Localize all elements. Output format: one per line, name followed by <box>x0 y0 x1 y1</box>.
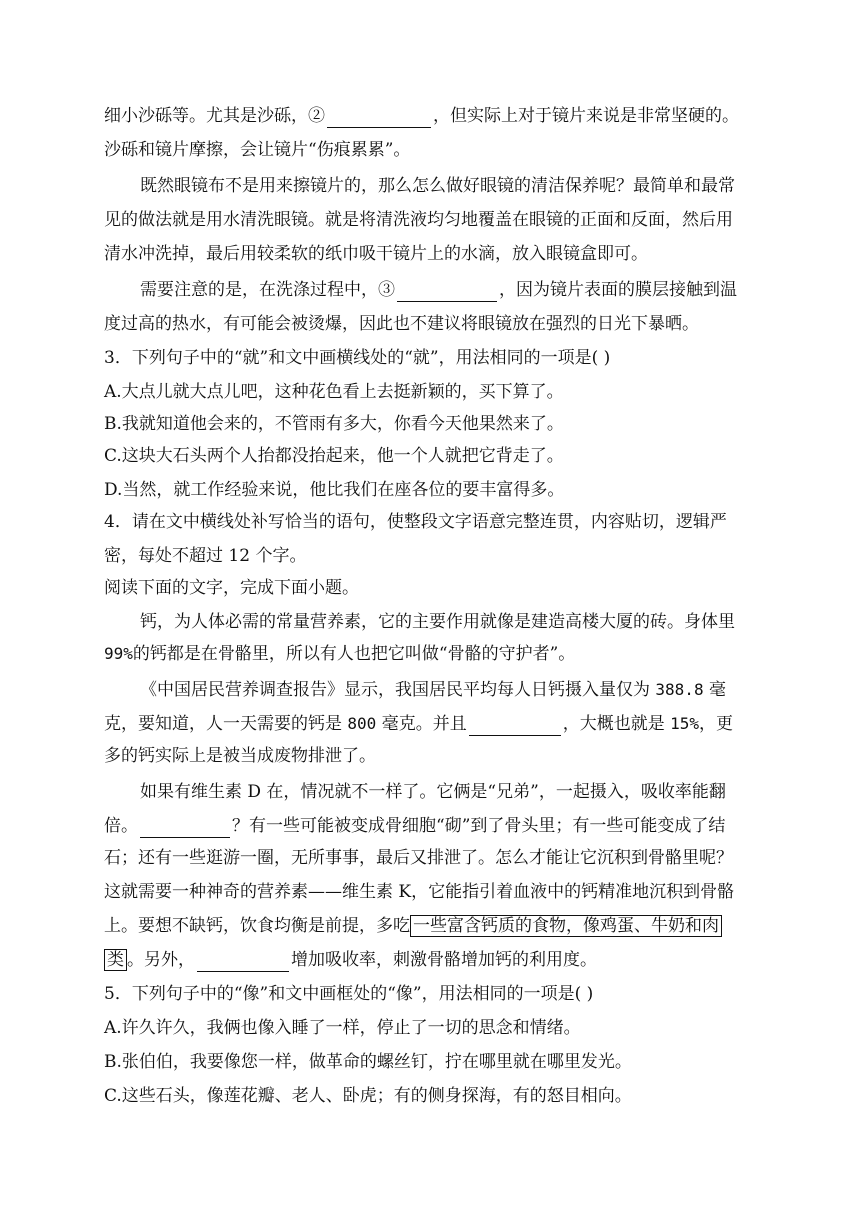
passage-line <box>140 278 756 302</box>
text-span: 需要注意的是，在洗涤过程中， <box>140 280 378 300</box>
passage-line: 既然眼镜布不是用来擦镜片的，那么怎么做好眼镜的清洁保养呢？最简单和最常 <box>140 176 735 196</box>
question-3-option-a[interactable]: A.大点儿就大点儿吧，这种花色看上去挺新颖的，买下算了。 <box>104 382 564 402</box>
blank-marker-3: ③ <box>378 280 395 300</box>
number-value: 800 <box>347 714 377 733</box>
text-span: ，因为镜片表面的膜层接触到温 <box>499 280 737 300</box>
passage-line <box>104 914 756 938</box>
text-span: ？有一些可能被变成骨细胞“砌”到了骨头里；有一些可能变成了结 <box>232 816 726 836</box>
passage-line: 清水冲洗掉，最后用较柔软的纸巾吸干镜片上的水滴，放入眼镜盒即可。 <box>104 244 648 264</box>
text-span: 克，要知道，人一天需要的钙是 <box>104 714 348 734</box>
passage-line: 石；还有一些逛游一圈，无所事事，最后又排泄了。怎么才能让它沉积到骨骼里呢？ <box>104 848 733 868</box>
passage-line: 如果有维生素 D 在，情况就不一样了。它俩是“兄弟”，一起摄入，吸收率能翻 <box>140 782 726 802</box>
passage-line <box>104 948 756 972</box>
passage-line: 这就需要一种神奇的营养素——维生素 K，它能指引着血液中的钙精准地沉积到骨骼 <box>104 882 735 902</box>
text-span: 增加吸收率，刺激骨骼增加钙的利用度。 <box>291 950 597 970</box>
text-span: 毫克。并且 <box>376 714 467 734</box>
passage-line: 多的钙实际上是被当成废物排泄了。 <box>104 746 376 766</box>
passage-line: 见的做法就是用水清洗眼镜。就是将清洗液均匀地覆盖在眼镜的正面和反面，然后用 <box>104 210 733 230</box>
text-span: ，更 <box>699 714 734 734</box>
text-span: ，但实际上对于镜片来说是非常坚硬的。 <box>433 106 739 126</box>
blank-marker-2: ② <box>308 106 325 126</box>
percent-value: 15% <box>670 714 700 733</box>
text-span: 《中国居民营养调查报告》显示，我国居民平均每人日钙摄入量仅为 <box>140 680 656 700</box>
question-3-stem: 3．下列句子中的“就”和文中画横线处的“就”，用法相同的一项是( ) <box>104 348 611 368</box>
passage-line: 钙，为人体必需的常量营养素，它的主要作用就像是建造高楼大厦的砖。身体里 <box>140 612 735 632</box>
passage-line <box>104 642 756 666</box>
answer-blank-3[interactable] <box>397 283 497 302</box>
boxed-phrase: 一些富含钙质的食物，像鸡蛋、牛奶和肉 <box>410 915 722 937</box>
boxed-phrase: 类 <box>104 949 127 971</box>
text-span: 的钙都是在骨骼里，所以有人也把它叫做“骨骼的守护者”。 <box>132 644 576 664</box>
text-span: 。另外， <box>127 950 195 970</box>
answer-blank[interactable] <box>469 717 561 736</box>
text-span: 倍。 <box>104 816 138 836</box>
passage-line: 度过高的热水，有可能会被烫爆，因此也不建议将眼镜放在强烈的日光下暴晒。 <box>104 314 699 334</box>
answer-blank[interactable] <box>197 953 289 972</box>
passage-line: 沙砾和镜片摩擦，会让镜片“伤痕累累”。 <box>104 140 411 160</box>
answer-blank[interactable] <box>140 819 230 838</box>
answer-blank-2[interactable] <box>327 109 431 128</box>
passage-line <box>104 814 756 838</box>
passage-line <box>140 678 756 702</box>
passage-line <box>104 712 756 736</box>
question-5-option-a[interactable]: A.许久许久，我俩也像入睡了一样，停止了一切的思念和情绪。 <box>104 1018 581 1038</box>
text-span: ，大概也就是 <box>562 714 671 734</box>
percent-value: 99% <box>104 644 133 663</box>
question-5-stem: 5．下列句子中的“像”和文中画框处的“像”，用法相同的一项是( ) <box>104 984 594 1004</box>
question-4-stem: 4．请在文中横线处补写恰当的语句，使整段文字语意完整连贯，内容贴切，逻辑严 <box>104 512 727 532</box>
question-3-option-d[interactable]: D.当然，就工作经验来说，他比我们在座各位的要丰富得多。 <box>104 480 565 500</box>
text-span: 细小沙砾等。尤其是沙砾， <box>104 106 308 126</box>
reading-instruction: 阅读下面的文字，完成下面小题。 <box>104 578 359 598</box>
passage-line <box>104 104 756 128</box>
text-span: 上。要想不缺钙，饮食均衡是前提，多吃 <box>104 916 410 936</box>
text-span: 毫 <box>703 680 726 700</box>
question-5-option-c[interactable]: C.这些石头，像莲花瓣、老人、卧虎；有的侧身探海，有的怒目相向。 <box>104 1086 632 1106</box>
question-5-option-b[interactable]: B.张伯伯，我要像您一样，做革命的螺丝钉，拧在哪里就在哪里发光。 <box>104 1052 632 1072</box>
number-value: 388.8 <box>655 680 704 699</box>
question-3-option-c[interactable]: C.这块大石头两个人抬都没抬起来，他一个人就把它背走了。 <box>104 446 564 466</box>
question-4-stem: 密，每处不超过 12 个字。 <box>104 546 307 566</box>
question-3-option-b[interactable]: B.我就知道他会来的，不管雨有多大，你看今天他果然来了。 <box>104 414 564 434</box>
